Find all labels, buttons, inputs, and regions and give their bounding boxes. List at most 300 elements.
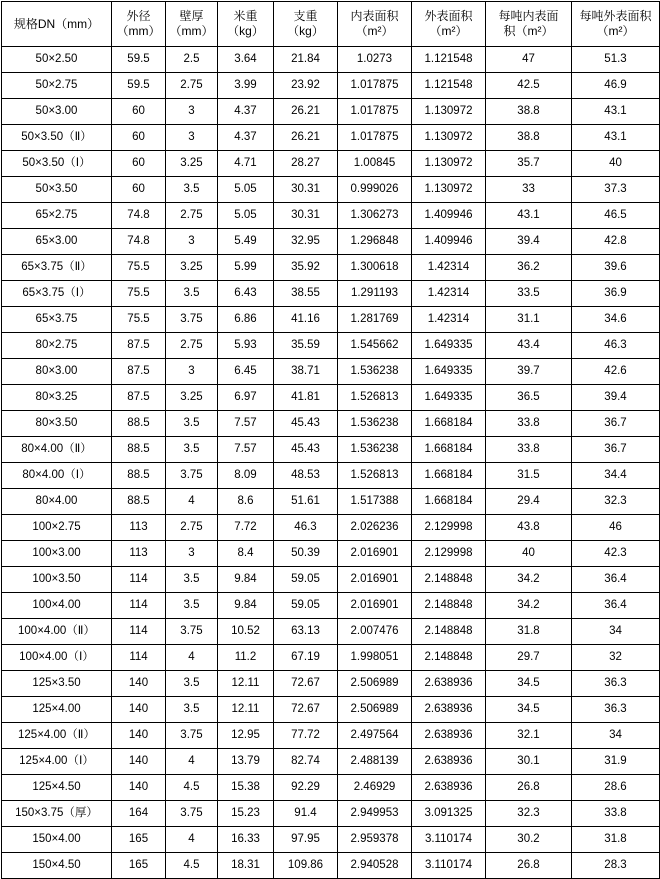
table-row [2,723,660,749]
cell-value: 10.52 [218,619,274,645]
cell-value: 3 [166,125,218,151]
cell-value: 46 [572,515,660,541]
column-header-weight-per-piece-line1: 支重 [293,9,318,23]
cell-value: 5.99 [218,255,274,281]
cell-value: 1.296848 [338,229,412,255]
column-header-weight-per-piece [274,2,338,47]
cell-value: 74.8 [112,203,166,229]
cell-spec: 65×3.00 [2,229,112,255]
column-header-outer-area-per-ton [572,2,660,47]
cell-value: 4.5 [166,775,218,801]
cell-spec: 80×4.00（Ⅰ） [2,463,112,489]
cell-value: 2.46929 [338,775,412,801]
cell-value: 43.4 [486,333,572,359]
cell-value: 38.55 [274,281,338,307]
cell-value: 1.017875 [338,73,412,99]
cell-value: 1.668184 [412,437,486,463]
cell-value: 72.67 [274,671,338,697]
cell-value: 23.92 [274,73,338,99]
cell-spec: 50×3.50（Ⅱ） [2,125,112,151]
cell-value: 59.05 [274,567,338,593]
column-header-inner-surface-area-line2: （m²） [355,24,394,38]
cell-spec: 65×2.75 [2,203,112,229]
cell-value: 29.4 [486,489,572,515]
table-body [2,47,660,879]
cell-spec: 150×4.50 [2,853,112,879]
cell-value: 29.7 [486,645,572,671]
cell-value: 36.2 [486,255,572,281]
cell-value: 35.7 [486,151,572,177]
table-row [2,775,660,801]
cell-spec: 150×3.75（厚） [2,801,112,827]
cell-value: 4.5 [166,853,218,879]
table-row [2,801,660,827]
cell-value: 87.5 [112,359,166,385]
table-row [2,853,660,879]
cell-value: 114 [112,593,166,619]
cell-value: 18.31 [218,853,274,879]
cell-value: 3 [166,99,218,125]
cell-value: 32.3 [486,801,572,827]
cell-value: 74.8 [112,229,166,255]
cell-value: 31.9 [572,749,660,775]
cell-value: 91.4 [274,801,338,827]
table-row [2,125,660,151]
cell-value: 5.05 [218,203,274,229]
cell-value: 38.8 [486,125,572,151]
cell-value: 8.6 [218,489,274,515]
cell-value: 2.148848 [412,593,486,619]
cell-value: 1.649335 [412,359,486,385]
cell-value: 38.71 [274,359,338,385]
cell-value: 164 [112,801,166,827]
column-header-inner-surface-area-line1: 内表面积 [350,9,399,23]
cell-value: 46.5 [572,203,660,229]
table-row [2,47,660,73]
cell-value: 3.110174 [412,853,486,879]
cell-value: 87.5 [112,333,166,359]
cell-spec: 50×2.75 [2,73,112,99]
cell-value: 140 [112,749,166,775]
cell-value: 3.25 [166,151,218,177]
header-row [2,2,660,47]
cell-value: 109.86 [274,853,338,879]
cell-value: 1.668184 [412,489,486,515]
cell-value: 88.5 [112,437,166,463]
table-row [2,437,660,463]
cell-value: 34.5 [486,671,572,697]
cell-value: 3.25 [166,255,218,281]
column-header-weight-per-meter [218,2,274,47]
cell-value: 36.7 [572,411,660,437]
cell-value: 3.091325 [412,801,486,827]
table-row [2,541,660,567]
cell-value: 6.45 [218,359,274,385]
cell-spec: 80×3.25 [2,385,112,411]
cell-value: 34 [572,723,660,749]
cell-value: 2.016901 [338,567,412,593]
cell-value: 41.81 [274,385,338,411]
cell-value: 2.016901 [338,541,412,567]
cell-value: 43.1 [572,99,660,125]
cell-value: 1.130972 [412,99,486,125]
cell-value: 75.5 [112,281,166,307]
cell-value: 60 [112,99,166,125]
cell-value: 1.545662 [338,333,412,359]
cell-value: 2.5 [166,47,218,73]
cell-value: 35.59 [274,333,338,359]
cell-value: 75.5 [112,255,166,281]
column-header-wall-thickness [166,2,218,47]
cell-value: 8.4 [218,541,274,567]
column-header-outer-diameter-line2: （mm） [116,24,161,38]
column-header-weight-per-piece-line2: （kg） [287,24,324,38]
cell-value: 5.93 [218,333,274,359]
cell-value: 114 [112,645,166,671]
cell-value: 3.25 [166,385,218,411]
cell-value: 1.121548 [412,73,486,99]
column-header-outer-surface-area [412,2,486,47]
cell-value: 51.61 [274,489,338,515]
cell-value: 6.97 [218,385,274,411]
cell-value: 41.16 [274,307,338,333]
cell-value: 30.2 [486,827,572,853]
cell-value: 40 [572,151,660,177]
cell-value: 30.1 [486,749,572,775]
cell-value: 45.43 [274,411,338,437]
cell-spec: 65×3.75（Ⅰ） [2,281,112,307]
cell-value: 26.8 [486,775,572,801]
cell-value: 11.2 [218,645,274,671]
cell-value: 43.8 [486,515,572,541]
cell-value: 26.21 [274,125,338,151]
table-row [2,255,660,281]
cell-value: 7.57 [218,411,274,437]
cell-value: 36.4 [572,567,660,593]
cell-value: 4.71 [218,151,274,177]
cell-spec: 100×2.75 [2,515,112,541]
cell-value: 33 [486,177,572,203]
cell-value: 2.016901 [338,593,412,619]
cell-value: 4.37 [218,99,274,125]
table-row [2,593,660,619]
cell-value: 75.5 [112,307,166,333]
table-row [2,463,660,489]
cell-value: 3.75 [166,801,218,827]
cell-value: 3.5 [166,437,218,463]
cell-value: 2.148848 [412,645,486,671]
cell-value: 3.75 [166,307,218,333]
table-row [2,697,660,723]
table-row [2,177,660,203]
cell-value: 165 [112,853,166,879]
cell-value: 165 [112,827,166,853]
cell-value: 1.0273 [338,47,412,73]
cell-value: 2.940528 [338,853,412,879]
cell-value: 9.84 [218,593,274,619]
cell-value: 15.38 [218,775,274,801]
cell-value: 1.300618 [338,255,412,281]
cell-spec: 100×4.00（Ⅱ） [2,619,112,645]
cell-value: 1.42314 [412,281,486,307]
cell-value: 16.33 [218,827,274,853]
cell-value: 2.497564 [338,723,412,749]
cell-value: 34.6 [572,307,660,333]
column-header-inner-area-per-ton-line1: 每吨内表面 [498,9,559,23]
cell-value: 1.668184 [412,411,486,437]
cell-value: 30.31 [274,203,338,229]
cell-value: 60 [112,177,166,203]
cell-value: 88.5 [112,463,166,489]
column-header-inner-area-per-ton [486,2,572,47]
cell-value: 7.57 [218,437,274,463]
cell-value: 2.148848 [412,619,486,645]
cell-value: 46.3 [572,333,660,359]
cell-value: 3.5 [166,411,218,437]
cell-value: 114 [112,619,166,645]
cell-value: 2.638936 [412,671,486,697]
cell-value: 21.84 [274,47,338,73]
cell-value: 82.74 [274,749,338,775]
table-row [2,359,660,385]
cell-value: 36.7 [572,437,660,463]
cell-spec: 125×4.50 [2,775,112,801]
cell-spec: 80×4.00 [2,489,112,515]
cell-value: 12.11 [218,671,274,697]
cell-value: 4 [166,749,218,775]
cell-value: 34.5 [486,697,572,723]
cell-value: 63.13 [274,619,338,645]
column-header-spec-line1: 规格DN（mm） [13,16,100,31]
cell-value: 97.95 [274,827,338,853]
cell-value: 35.92 [274,255,338,281]
cell-value: 140 [112,671,166,697]
column-header-outer-diameter-line1: 外径 [126,9,151,23]
cell-value: 1.130972 [412,151,486,177]
cell-value: 5.05 [218,177,274,203]
table-row [2,749,660,775]
cell-value: 3 [166,541,218,567]
table-row [2,619,660,645]
cell-value: 87.5 [112,385,166,411]
pipe-spec-table [1,1,660,879]
cell-value: 2.75 [166,333,218,359]
cell-value: 1.306273 [338,203,412,229]
column-header-spec [2,2,112,47]
cell-value: 1.291193 [338,281,412,307]
cell-value: 1.42314 [412,307,486,333]
cell-spec: 125×4.00（Ⅰ） [2,749,112,775]
table-row [2,229,660,255]
cell-value: 88.5 [112,411,166,437]
cell-spec: 65×3.75 [2,307,112,333]
cell-value: 38.8 [486,99,572,125]
cell-value: 36.4 [572,593,660,619]
table-row [2,281,660,307]
cell-value: 34.2 [486,567,572,593]
table-row [2,73,660,99]
cell-value: 88.5 [112,489,166,515]
cell-value: 92.29 [274,775,338,801]
table-row [2,671,660,697]
table-row [2,645,660,671]
cell-value: 59.5 [112,73,166,99]
cell-value: 31.8 [486,619,572,645]
cell-value: 33.5 [486,281,572,307]
cell-value: 31.1 [486,307,572,333]
cell-value: 3 [166,229,218,255]
cell-value: 1.649335 [412,333,486,359]
cell-value: 7.72 [218,515,274,541]
column-header-outer-area-per-ton-line1: 每吨外表面积 [579,9,652,23]
cell-value: 113 [112,515,166,541]
cell-value: 32.1 [486,723,572,749]
cell-value: 2.506989 [338,697,412,723]
table-row [2,489,660,515]
cell-value: 1.017875 [338,125,412,151]
cell-value: 1.526813 [338,385,412,411]
cell-value: 39.4 [572,385,660,411]
cell-value: 59.5 [112,47,166,73]
cell-value: 28.27 [274,151,338,177]
cell-value: 37.3 [572,177,660,203]
cell-value: 43.1 [572,125,660,151]
cell-value: 36.9 [572,281,660,307]
cell-spec: 150×4.00 [2,827,112,853]
cell-value: 1.536238 [338,437,412,463]
table-row [2,827,660,853]
cell-value: 1.517388 [338,489,412,515]
cell-value: 1.409946 [412,203,486,229]
cell-value: 34 [572,619,660,645]
table-row [2,515,660,541]
table-row [2,307,660,333]
cell-value: 1.00845 [338,151,412,177]
cell-value: 3.5 [166,281,218,307]
cell-value: 2.75 [166,203,218,229]
cell-value: 48.53 [274,463,338,489]
cell-value: 59.05 [274,593,338,619]
cell-spec: 80×3.50 [2,411,112,437]
cell-value: 6.43 [218,281,274,307]
cell-value: 40 [486,541,572,567]
cell-value: 32.3 [572,489,660,515]
cell-value: 2.129998 [412,541,486,567]
cell-value: 2.638936 [412,723,486,749]
cell-value: 140 [112,775,166,801]
cell-spec: 80×2.75 [2,333,112,359]
cell-spec: 65×3.75（Ⅱ） [2,255,112,281]
cell-value: 77.72 [274,723,338,749]
cell-value: 2.75 [166,73,218,99]
cell-spec: 125×3.50 [2,671,112,697]
cell-value: 3.5 [166,567,218,593]
cell-value: 34.4 [572,463,660,489]
cell-value: 3.99 [218,73,274,99]
cell-value: 15.23 [218,801,274,827]
cell-value: 1.668184 [412,463,486,489]
cell-value: 32.95 [274,229,338,255]
cell-value: 3.64 [218,47,274,73]
cell-value: 26.8 [486,853,572,879]
cell-value: 1.121548 [412,47,486,73]
cell-value: 140 [112,697,166,723]
cell-value: 4 [166,489,218,515]
cell-spec: 100×4.00 [2,593,112,619]
cell-value: 51.3 [572,47,660,73]
cell-value: 2.638936 [412,775,486,801]
cell-spec: 125×4.00 [2,697,112,723]
cell-value: 1.017875 [338,99,412,125]
cell-value: 1.409946 [412,229,486,255]
cell-value: 60 [112,125,166,151]
cell-value: 28.6 [572,775,660,801]
cell-value: 2.506989 [338,671,412,697]
cell-value: 8.09 [218,463,274,489]
column-header-weight-per-meter-line1: 米重 [233,9,258,23]
cell-value: 2.638936 [412,697,486,723]
cell-value: 1.536238 [338,359,412,385]
cell-value: 113 [112,541,166,567]
column-header-inner-area-per-ton-line2: 积（m²） [503,24,554,38]
cell-value: 2.488139 [338,749,412,775]
cell-value: 34.2 [486,593,572,619]
column-header-inner-surface-area [338,2,412,47]
cell-value: 46.3 [274,515,338,541]
cell-value: 1.42314 [412,255,486,281]
cell-value: 0.999026 [338,177,412,203]
cell-spec: 50×2.50 [2,47,112,73]
cell-value: 2.75 [166,515,218,541]
cell-value: 33.8 [486,437,572,463]
cell-value: 45.43 [274,437,338,463]
cell-value: 42.5 [486,73,572,99]
cell-value: 36.5 [486,385,572,411]
cell-value: 2.949953 [338,801,412,827]
cell-spec: 50×3.50（Ⅰ） [2,151,112,177]
cell-spec: 80×4.00（Ⅱ） [2,437,112,463]
cell-value: 50.39 [274,541,338,567]
cell-value: 33.8 [486,411,572,437]
cell-value: 28.3 [572,853,660,879]
cell-value: 3.75 [166,463,218,489]
cell-value: 1.536238 [338,411,412,437]
cell-value: 1.281769 [338,307,412,333]
cell-value: 43.1 [486,203,572,229]
cell-value: 1.649335 [412,385,486,411]
cell-value: 6.86 [218,307,274,333]
cell-value: 13.79 [218,749,274,775]
cell-value: 36.3 [572,671,660,697]
cell-value: 114 [112,567,166,593]
cell-value: 3.5 [166,177,218,203]
cell-value: 3.75 [166,619,218,645]
cell-value: 26.21 [274,99,338,125]
cell-value: 39.4 [486,229,572,255]
cell-value: 46.9 [572,73,660,99]
cell-value: 2.959378 [338,827,412,853]
cell-value: 72.67 [274,697,338,723]
table-row [2,411,660,437]
cell-spec: 50×3.50 [2,177,112,203]
cell-value: 42.3 [572,541,660,567]
column-header-weight-per-meter-line2: （kg） [227,24,264,38]
cell-value: 4 [166,645,218,671]
cell-spec: 80×3.00 [2,359,112,385]
cell-value: 1.130972 [412,177,486,203]
table-row [2,151,660,177]
cell-value: 1.526813 [338,463,412,489]
